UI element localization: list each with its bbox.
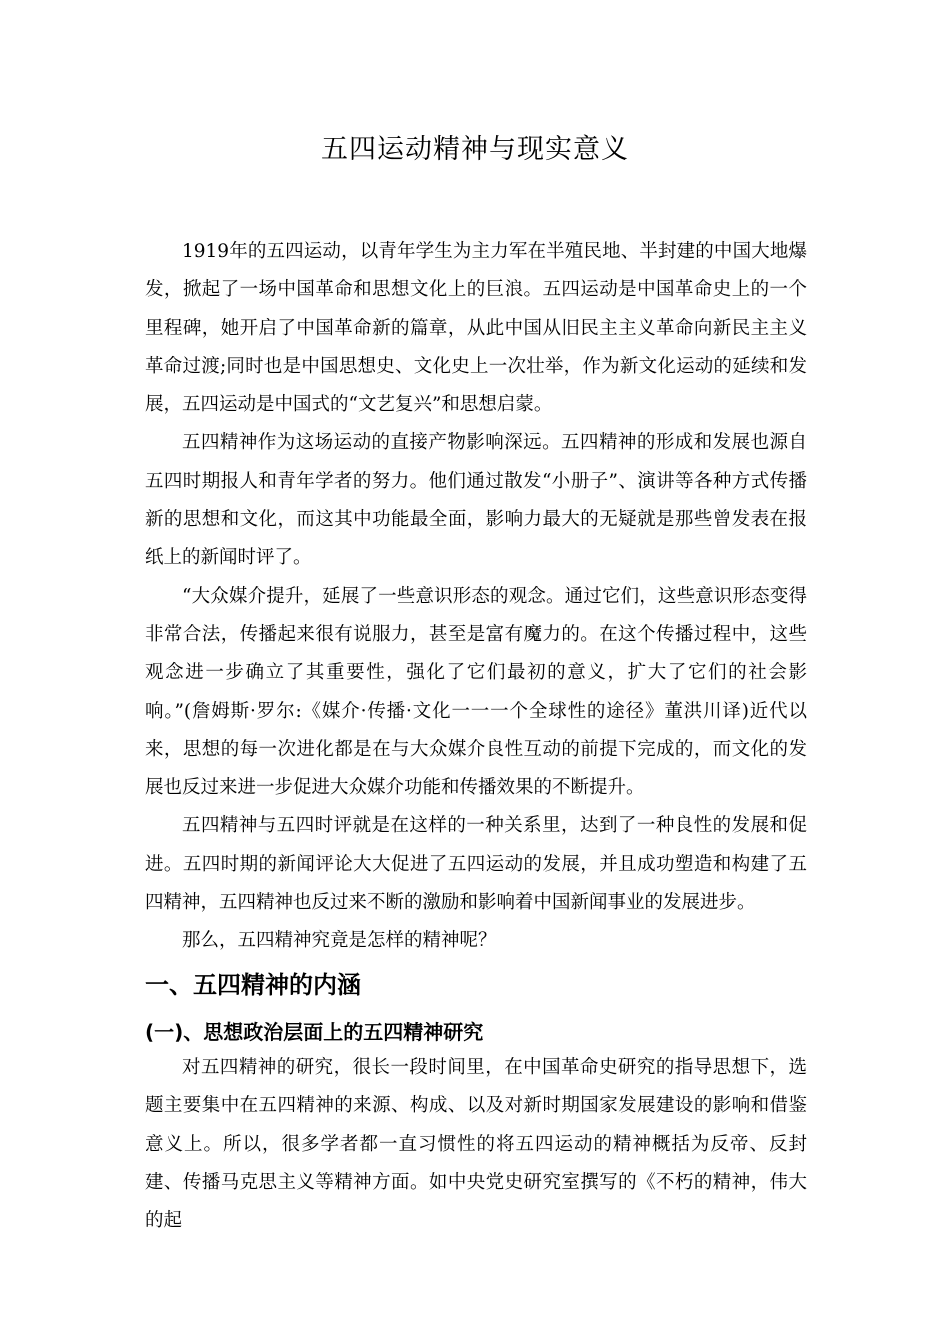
section-heading: 一、五四精神的内涵 (145, 971, 361, 999)
subsection-body (145, 1049, 807, 1240)
intro-body (145, 233, 807, 961)
paragraph: 五四精神与五四时评就是在这样的一种关系里，达到了一种良性的发展和促进。五四时期的新闻评论大大促进了五四运动的发展，并且成功塑造和构建了五四精神，五四精神也反过来不断的激励和影响着中国新闻事业的发展进步。 (145, 815, 807, 914)
subsection-heading: (一)、思想政治层面上的五四精神研究 (145, 1020, 484, 1044)
paragraph: “大众媒介提升，延展了一些意识形态的观念。通过它们，这些意识形态变得非常合法，传播起来很有说服力，甚至是富有魔力的。在这个传播过程中，这些观念进一步确立了其重要性，强化了它们最初的意义，扩大了它们的社会影响。”(詹姆斯·罗尔:《媒介·传播·文化一一一个全球性的途径》董洪川译)近代以来，思想的每一次进化都是在与大众媒介良性互动的前提下完成的，而文化的发展也反过来进一步促进大众媒介功能和传播效果的不断提升。 (145, 585, 807, 799)
paragraph: 对五四精神的研究，很长一段时间里，在中国革命史研究的指导思想下，选题主要集中在五四精神的来源、构成、以及对新时期国家发展建设的影响和借鉴意义上。所以，很多学者都一直习惯性的将五四运动的精神概括为反帝、反封建、传播马克思主义等精神方面。如中央党史研究室撰写的《不朽的精神，伟大的起 (145, 1057, 807, 1232)
paragraph: 五四精神作为这场运动的直接产物影响深远。五四精神的形成和发展也源自五四时期报人和青年学者的努力。他们通过散发“小册子”、演讲等各种方式传播新的思想和文化，而这其中功能最全面，影响力最大的无疑就是那些曾发表在报纸上的新闻时评了。 (145, 432, 807, 569)
paragraph: 1919年的五四运动，以青年学生为主力军在半殖民地、半封建的中国大地爆发，掀起了一场中国革命和思想文化上的巨浪。五四运动是中国革命史上的一个里程碑，她开启了中国革命新的篇章，从此中国从旧民主主义革命向新民主主义革命过渡;同时也是中国思想史、文化史上一次壮举，作为新文化运动的延续和发展，五四运动是中国式的“文艺复兴”和思想启蒙。 (145, 241, 807, 416)
document-title: 五四运动精神与现实意义 (321, 134, 629, 165)
paragraph: 那么，五四精神究竟是怎样的精神呢？ (182, 930, 497, 952)
